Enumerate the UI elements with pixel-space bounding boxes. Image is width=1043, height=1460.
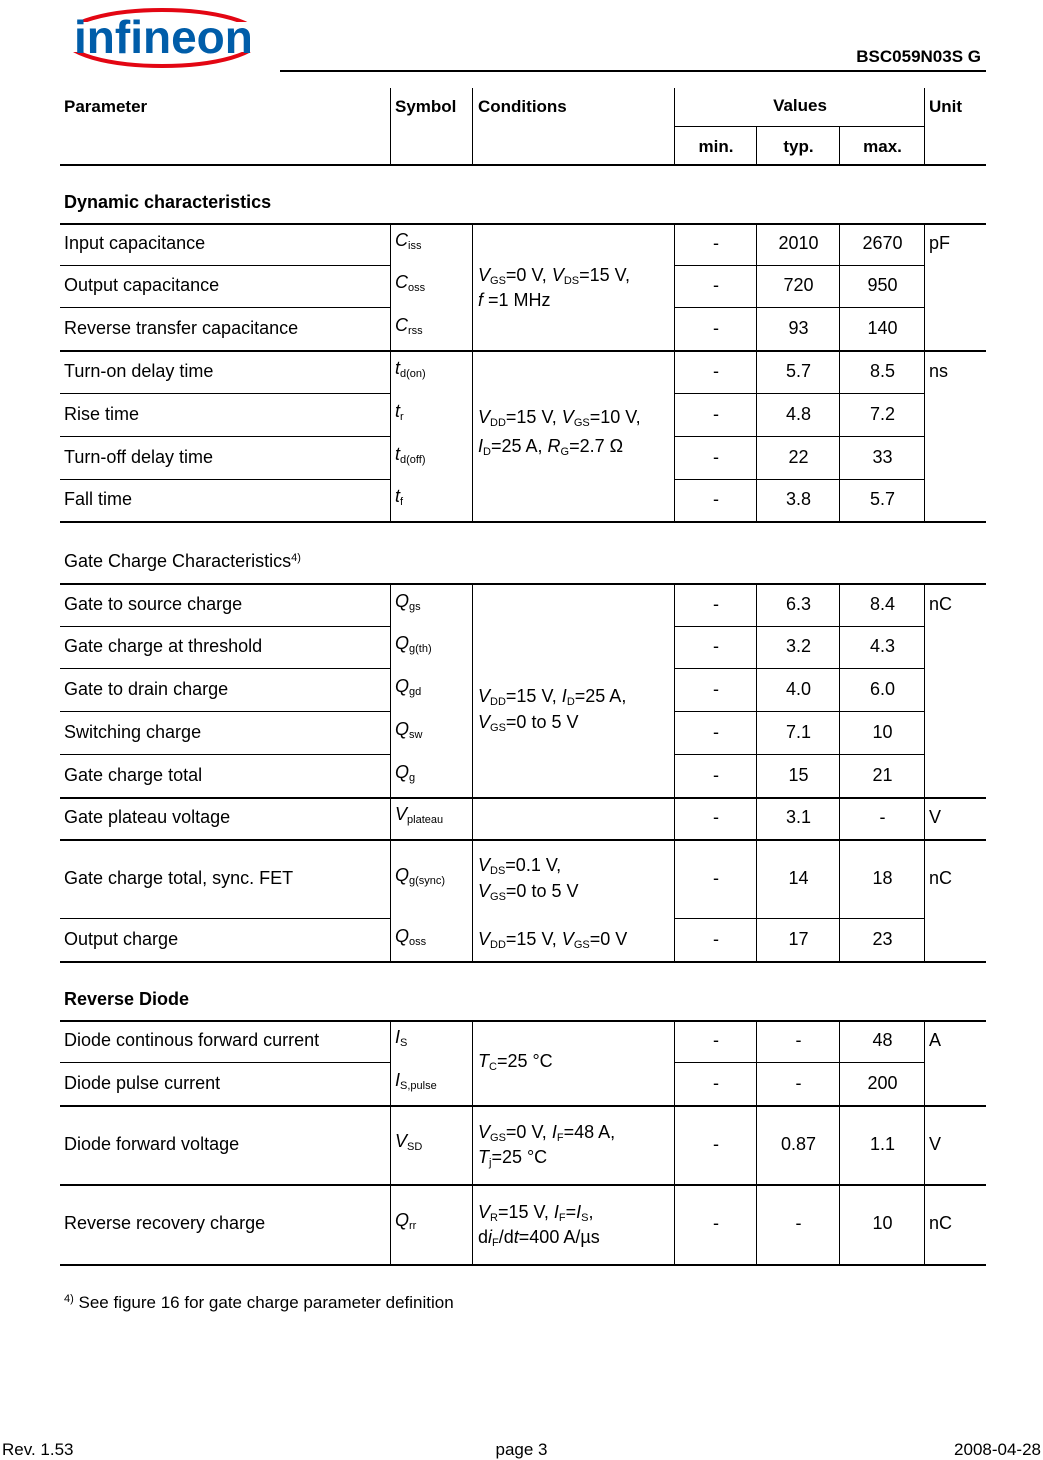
symbol: VSD — [395, 1130, 423, 1153]
rule — [60, 711, 391, 712]
col-header-min: min. — [698, 137, 734, 156]
param-label: Gate to drain charge — [64, 678, 229, 699]
rule — [674, 918, 925, 919]
value-min: - — [713, 928, 719, 949]
rule — [839, 1062, 840, 1105]
value-min: - — [713, 593, 719, 614]
rule — [674, 711, 925, 712]
param-label: Gate to source charge — [64, 593, 243, 614]
rule — [674, 479, 925, 480]
value-typ: 6.3 — [785, 593, 812, 614]
rule — [756, 1105, 757, 1184]
value-max: 48 — [872, 1030, 893, 1050]
rule — [839, 797, 840, 839]
symbol: Vplateau — [395, 804, 444, 826]
value-typ: 3.8 — [785, 489, 812, 509]
header-rule — [280, 70, 986, 72]
rule — [390, 1020, 391, 1264]
rule — [839, 1184, 840, 1264]
col-header-conditions: Conditions — [478, 97, 567, 116]
cond-vsd-l2: Tj=25 °C — [478, 1147, 548, 1169]
value-typ: 22 — [788, 446, 809, 467]
value-typ: 17 — [788, 928, 809, 949]
param-label: Gate plateau voltage — [64, 807, 231, 827]
value-typ: 4.8 — [785, 403, 812, 424]
unit: nC — [929, 1213, 953, 1233]
rule — [924, 88, 925, 165]
section-reverse-diode: Reverse Diode — [64, 989, 190, 1009]
rule — [674, 1020, 675, 1264]
value-max: - — [879, 807, 886, 827]
rule — [390, 223, 391, 521]
rule — [60, 307, 391, 308]
value-max: 23 — [872, 928, 893, 949]
value-typ: 2010 — [778, 233, 819, 253]
rule — [756, 839, 757, 918]
unit: ns — [929, 360, 949, 381]
symbol: IS,pulse — [395, 1069, 437, 1092]
value-typ: 93 — [788, 317, 809, 338]
cond-sync-l1: VDS=0.1 V, — [478, 855, 562, 877]
rule — [839, 126, 840, 165]
rule — [60, 265, 391, 266]
rule — [756, 479, 757, 521]
value-min: - — [713, 867, 719, 888]
col-header-typ: typ. — [783, 137, 814, 156]
cond-capacitance-l1: VGS=0 V, VDS=15 V, — [478, 265, 630, 287]
cond-capacitance-l2: f =1 MHz — [478, 290, 551, 310]
unit: nC — [929, 593, 953, 614]
param-label: Turn-off delay time — [64, 446, 214, 467]
rule — [756, 797, 757, 839]
rule — [472, 88, 473, 165]
symbol: Qoss — [395, 925, 427, 948]
param-label: Gate charge total — [64, 764, 203, 785]
rule — [839, 265, 840, 307]
rule — [60, 961, 986, 963]
param-label: Output charge — [64, 928, 179, 949]
unit: nC — [929, 867, 953, 888]
cond-gate-charge-l2: VGS=0 to 5 V — [478, 712, 579, 734]
rule — [60, 393, 391, 394]
rule — [60, 754, 391, 755]
rule — [756, 223, 757, 265]
symbol: Qg(sync) — [395, 864, 446, 887]
value-max: 6.0 — [869, 678, 896, 699]
param-label: Reverse transfer capacitance — [64, 317, 299, 338]
param-label: Switching charge — [64, 721, 202, 742]
cond-switching-l2: ID=25 A, RG=2.7 Ω — [478, 436, 624, 458]
part-number: BSC059N03S G — [856, 47, 981, 66]
value-max: 8.4 — [869, 593, 896, 614]
value-typ: - — [795, 1213, 802, 1233]
rule — [60, 479, 391, 480]
cond-diode-tc: TC=25 °C — [478, 1051, 553, 1073]
value-typ: 3.1 — [785, 807, 812, 827]
rule — [674, 1062, 925, 1063]
rule — [60, 521, 986, 523]
param-label: Diode pulse current — [64, 1072, 221, 1093]
section-dynamic: Dynamic characteristics — [64, 192, 272, 212]
rule — [839, 668, 840, 711]
rule — [674, 626, 925, 627]
rule — [674, 265, 925, 266]
rule — [674, 583, 675, 961]
symbol: Qsw — [395, 718, 423, 741]
param-label: Turn-on delay time — [64, 360, 214, 381]
rule — [839, 839, 840, 918]
rule — [674, 668, 925, 669]
symbol: tr — [395, 400, 404, 423]
value-max: 10 — [872, 721, 893, 742]
value-max: 7.2 — [869, 403, 896, 424]
rule — [756, 126, 757, 165]
rule — [60, 164, 986, 166]
param-label: Input capacitance — [64, 233, 206, 253]
rule — [60, 626, 391, 627]
rule — [756, 1184, 757, 1264]
value-max: 8.5 — [869, 360, 896, 381]
value-min: - — [713, 1072, 719, 1093]
value-typ: 4.0 — [785, 678, 812, 699]
logo-text: infineon — [74, 11, 253, 63]
rule — [756, 350, 757, 393]
value-min: - — [713, 678, 719, 699]
rule — [839, 626, 840, 668]
symbol: tf — [395, 486, 404, 508]
rule — [839, 1020, 840, 1062]
rule — [924, 583, 925, 961]
rule — [390, 583, 391, 961]
value-max: 21 — [872, 764, 893, 785]
symbol: Qrr — [395, 1210, 417, 1232]
rule — [60, 583, 986, 585]
value-min: - — [713, 233, 719, 253]
symbol: td(on) — [395, 357, 426, 380]
symbol: Coss — [395, 272, 426, 294]
value-max: 950 — [867, 275, 898, 295]
value-max: 200 — [867, 1072, 898, 1093]
value-min: - — [713, 1133, 719, 1154]
rule — [60, 918, 391, 919]
rule — [60, 350, 986, 352]
value-min: - — [713, 721, 719, 742]
rule — [756, 1020, 757, 1062]
rule — [924, 223, 925, 521]
value-max: 140 — [867, 317, 898, 338]
param-label: Rise time — [64, 403, 140, 424]
value-typ: 720 — [783, 275, 814, 295]
value-max: 4.3 — [869, 636, 896, 656]
symbol: Qg(th) — [395, 633, 432, 655]
rule — [674, 223, 675, 521]
rule — [839, 479, 840, 521]
cond-gate-charge-l1: VDD=15 V, ID=25 A, — [478, 686, 627, 708]
rule — [924, 1020, 925, 1264]
rule — [674, 126, 924, 127]
rule — [472, 1020, 473, 1264]
value-typ: 5.7 — [785, 360, 812, 381]
rule — [674, 754, 925, 755]
symbol: Qgs — [395, 590, 421, 613]
cond-switching-l1: VDD=15 V, VGS=10 V, — [478, 407, 641, 429]
rule — [674, 393, 925, 394]
rule — [756, 1062, 757, 1105]
rule — [60, 1184, 986, 1186]
col-header-max: max. — [863, 137, 902, 156]
value-typ: - — [795, 1030, 802, 1050]
footer-page: page 3 — [495, 1440, 548, 1459]
footnote: $^{4)}$ See figure 16 for gate charge parameter definition — [64, 1293, 454, 1312]
symbol: Crss — [395, 314, 423, 337]
value-typ: - — [795, 1072, 802, 1093]
rule — [756, 307, 757, 350]
unit: V — [929, 1133, 942, 1154]
value-typ: 15 — [788, 764, 809, 785]
param-label: Diode continous forward current — [64, 1030, 320, 1050]
value-max: 18 — [872, 867, 893, 888]
rule — [60, 1020, 986, 1022]
rule — [60, 1062, 391, 1063]
rule — [756, 583, 757, 626]
symbol: Qgd — [395, 675, 422, 698]
param-label: Diode forward voltage — [64, 1133, 240, 1154]
cond-rr-l2: diF/dt=400 A/µs — [478, 1227, 600, 1249]
footer-date: 2008-04-28 — [954, 1440, 1041, 1459]
cond-vsd-l1: VGS=0 V, IF=48 A, — [478, 1122, 616, 1144]
rule — [839, 350, 840, 393]
rule — [839, 1105, 840, 1184]
param-label: Fall time — [64, 489, 133, 509]
unit: V — [929, 807, 942, 827]
rule — [756, 626, 757, 668]
rule — [839, 711, 840, 754]
rule — [472, 223, 473, 521]
cond-sync-l2: VGS=0 to 5 V — [478, 881, 579, 903]
param-label: Reverse recovery charge — [64, 1213, 266, 1233]
value-min: - — [713, 446, 719, 467]
value-min: - — [713, 360, 719, 381]
value-min: - — [713, 764, 719, 785]
value-min: - — [713, 1213, 719, 1233]
infineon-logo — [62, 0, 277, 70]
rule — [756, 668, 757, 711]
rule — [839, 393, 840, 436]
rule — [839, 754, 840, 797]
cond-rr-l1: VR=15 V, IF=IS, — [478, 1202, 594, 1224]
rule — [839, 583, 840, 626]
rule — [472, 583, 473, 961]
param-label: Gate charge total, sync. FET — [64, 867, 294, 888]
footer-revision: Rev. 1.53 — [2, 1440, 74, 1459]
rule — [839, 223, 840, 265]
rule — [60, 436, 391, 437]
rule — [60, 797, 986, 799]
value-max: 10 — [872, 1213, 893, 1233]
value-max: 5.7 — [869, 489, 896, 509]
rule — [756, 265, 757, 307]
value-min: - — [713, 403, 719, 424]
value-min: - — [713, 275, 719, 295]
rule — [674, 307, 925, 308]
rule — [756, 754, 757, 797]
rule — [60, 1264, 986, 1266]
unit: A — [929, 1030, 942, 1050]
rule — [756, 918, 757, 961]
col-header-unit: Unit — [929, 97, 963, 116]
rule — [390, 88, 391, 165]
cond-output-charge: VDD=15 V, VGS=0 V — [478, 929, 628, 951]
rule — [60, 1105, 986, 1107]
rule — [674, 436, 925, 437]
rule — [839, 307, 840, 350]
col-header-values: Values — [773, 96, 827, 115]
rule — [60, 668, 391, 669]
symbol: Ciss — [395, 230, 422, 252]
value-min: - — [713, 489, 719, 509]
value-min: - — [713, 807, 719, 827]
rule — [839, 918, 840, 961]
value-min: - — [713, 1030, 719, 1050]
col-header-symbol: Symbol — [395, 97, 457, 116]
value-max: 2670 — [862, 233, 903, 253]
value-min: - — [713, 636, 719, 656]
param-label: Gate charge at threshold — [64, 636, 263, 656]
rule — [756, 436, 757, 479]
symbol: td(off) — [395, 443, 426, 466]
rule — [756, 393, 757, 436]
rule — [60, 839, 986, 841]
rule — [756, 711, 757, 754]
rule — [839, 436, 840, 479]
value-max: 1.1 — [869, 1133, 896, 1154]
value-typ: 14 — [788, 867, 809, 888]
symbol: IS — [395, 1027, 408, 1049]
value-typ: 7.1 — [785, 721, 812, 742]
section-gate-charge: Gate Charge Characteristics$^{4)}$ — [64, 551, 301, 571]
value-min: - — [713, 317, 719, 338]
value-typ: 3.2 — [785, 636, 812, 656]
col-header-parameter: Parameter — [64, 97, 148, 116]
param-label: Output capacitance — [64, 275, 220, 295]
unit: pF — [929, 233, 951, 253]
value-max: 33 — [872, 446, 893, 467]
rule — [60, 223, 986, 225]
symbol: Qg — [395, 761, 416, 784]
value-typ: 0.87 — [780, 1133, 817, 1154]
